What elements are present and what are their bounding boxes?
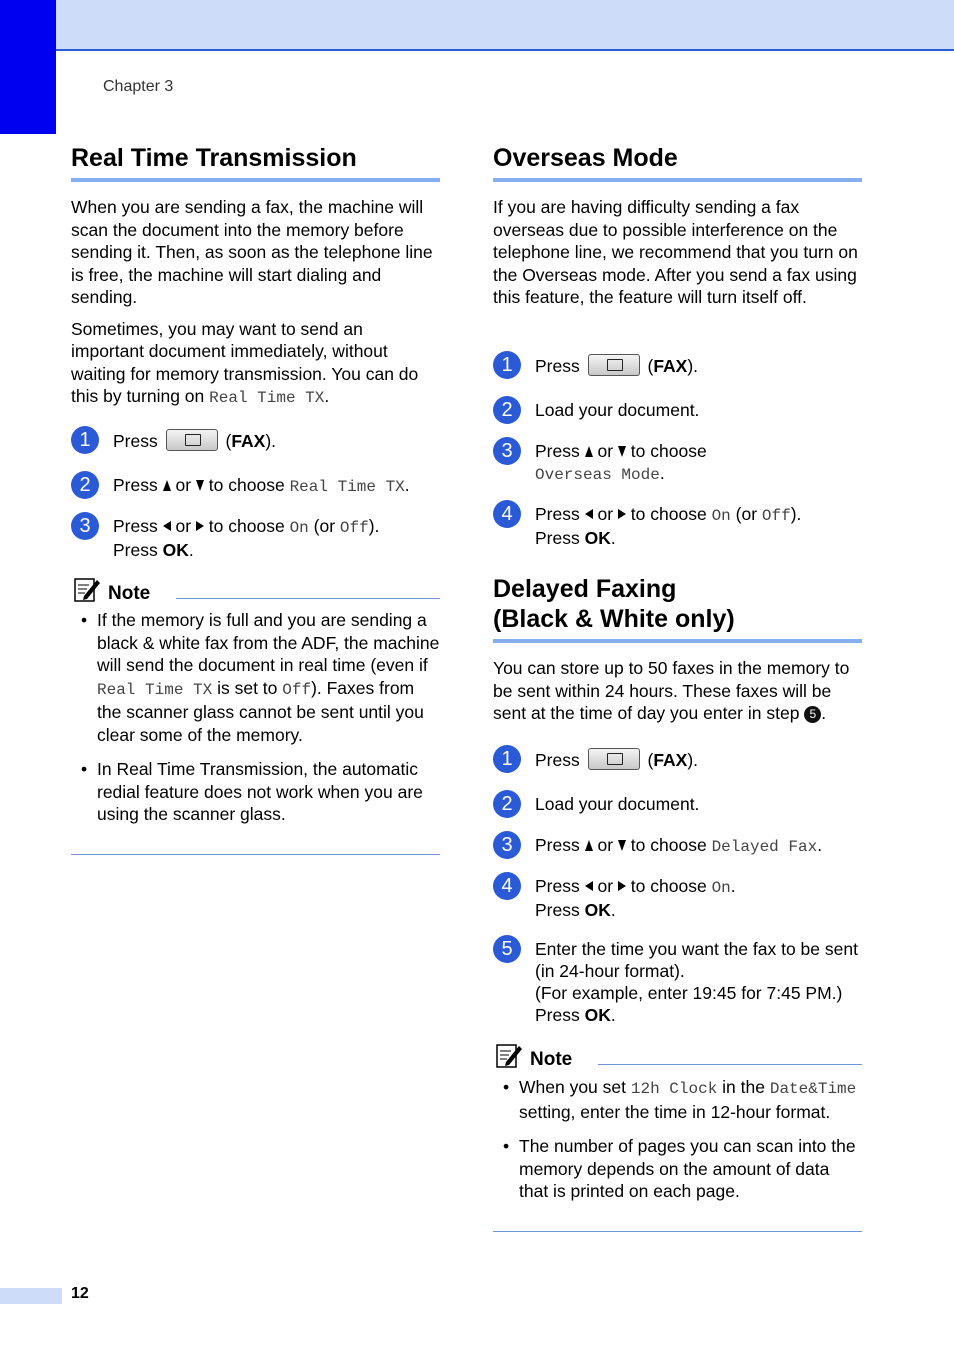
paragraph: You can store up to 50 faxes in the memory to be sent within 24 hours. These faxes will be sent at the time of day you enter in step 5 . <box>493 658 850 723</box>
note-header <box>493 1042 862 1074</box>
list-item: • When you set 12h Clock in the Date&Time setting, enter the time in 12-hour format. <box>493 1076 862 1123</box>
note-rule <box>176 598 440 599</box>
title-rule <box>493 178 862 182</box>
list-item: • In Real Time Transmission, the automatic redial feature does not work when you are using the scanner glass. <box>71 758 440 826</box>
section-title-real-time: Real Time Transmission <box>71 144 357 172</box>
step-number: 2 <box>71 471 99 499</box>
note-bullets <box>71 609 440 838</box>
note-header <box>71 576 440 608</box>
chapter-label: Chapter 3 <box>103 78 174 95</box>
paragraph: If you are having difficulty sending a fax overseas due to possible interference on the telephone line, we recommend that you turn on the Overseas mode. After you send a fax using this feature, the feature will turn itself off. <box>493 197 858 307</box>
list-item: • If the memory is full and you are sending a black & white fax from the ADF, the machine will send the document in real time (even if Real Time TX is set to Off). Faxes from the scanner glass cannot be sent until you clear some of the memory. <box>71 609 440 746</box>
step-number: 1 <box>493 351 521 379</box>
down-arrow-icon <box>618 446 626 457</box>
right-arrow-icon <box>618 881 626 891</box>
note-end-rule <box>493 1231 862 1232</box>
left-arrow-icon <box>163 521 171 531</box>
down-arrow-icon <box>196 480 204 491</box>
step-number: 4 <box>493 500 521 528</box>
step-number: 1 <box>493 745 521 773</box>
note-rule <box>598 1064 862 1065</box>
fax-button-icon <box>588 354 640 376</box>
step-number: 1 <box>71 426 99 454</box>
note-label: Note <box>108 583 151 604</box>
section-delayed <box>493 574 862 725</box>
section-title-overseas: Overseas Mode <box>493 144 678 172</box>
up-arrow-icon <box>163 480 171 491</box>
step-number: 2 <box>493 790 521 818</box>
section-title-delayed: Delayed Faxing (Black & White only) <box>493 575 735 633</box>
right-column: Overseas Mode If you are having difficulty sending a fax overseas due to possible interference on the telephone line, we recommend that you turn on the Overseas mode. After you send a fax using this feature, the feature will turn itself off. 1 Press (FAX). 2 Load your document. 3 Press or to choose Overseas Mode. 4 Press or to choose On (or Off). Press OK. Delayed Faxing (Black & White only) You can store up to 50 faxes in the memory to be sent within 24 hours. These faxes will be sent at the time of day you enter in step 5 . 1 Press (FAX). 2 Load your document. 3 Press or to choose Delayed Fax. 4 Press or to choose On. Press OK. 5 Enter the time you want the fax to be sent (in 24-hour format). (For example, enter 19:45 for 7:45 PM.) Press OK. Note • When you set 12h Clock in the Date&Time setting, enter the time in 12-hour format. • The number of pages you can scan into the memory depends on the amount of data that is printed on each page. <box>493 143 862 1243</box>
page-number: 12 <box>71 1285 89 1302</box>
title-rule <box>493 639 862 643</box>
right-arrow-icon <box>196 521 204 531</box>
chapter-tab <box>0 0 56 134</box>
step-number: 3 <box>493 437 521 465</box>
list-item: • The number of pages you can scan into the memory depends on the amount of data that is printed on each page. <box>493 1135 862 1203</box>
note-pencil-icon <box>74 576 100 602</box>
step-number: 4 <box>493 872 521 900</box>
right-arrow-icon <box>618 509 626 519</box>
title-rule <box>71 178 440 182</box>
step-number: 3 <box>493 831 521 859</box>
menu-setting: Real Time TX <box>209 389 325 407</box>
paragraph: Sometimes, you may want to send an important document immediately, without waiting for memory transmission. You can do this by turning on Real Time TX. <box>71 318 419 407</box>
down-arrow-icon <box>618 840 626 851</box>
header-band <box>56 0 954 51</box>
note-end-rule <box>71 854 440 855</box>
up-arrow-icon <box>585 446 593 457</box>
left-column: Real Time Transmission When you are sending a fax, the machine will scan the document into the memory before sending it. Then, as soon as the telephone line is free, the machine will start dialing and sending. Sometimes, you may want to send an important document immediately, without waiting for memory transmission. You can do this by turning on Real Time TX. 1 Press (FAX). 2 Press or to choose Real Time TX. 3 Press or to choose On (or Off). Press OK. Note • If the memory is full and you are sending a black & white fax from the ADF, the machine will send the document in real time (even if Real Time TX is set to Off). Faxes from the scanner glass cannot be sent until you clear some of the memory. • In Real Time Transmission, the automatic redial feature does not work when you are using the scanner glass. <box>71 143 440 863</box>
fax-button-icon <box>588 748 640 770</box>
step-number: 2 <box>493 396 521 424</box>
note-pencil-icon <box>496 1042 522 1068</box>
left-arrow-icon <box>585 509 593 519</box>
left-arrow-icon <box>585 881 593 891</box>
paragraph: When you are sending a fax, the machine will scan the document into the memory before sending it. Then, as soon as the telephone line is free, the machine will start dialing and sending. <box>71 197 433 307</box>
step-number: 3 <box>71 512 99 540</box>
up-arrow-icon <box>585 840 593 851</box>
fax-button-icon <box>166 429 218 451</box>
footer-band <box>0 1288 62 1304</box>
step-ref-badge: 5 <box>804 706 821 723</box>
note-label: Note <box>530 1049 573 1070</box>
note-bullets <box>493 1076 862 1215</box>
step-number: 5 <box>493 935 521 963</box>
